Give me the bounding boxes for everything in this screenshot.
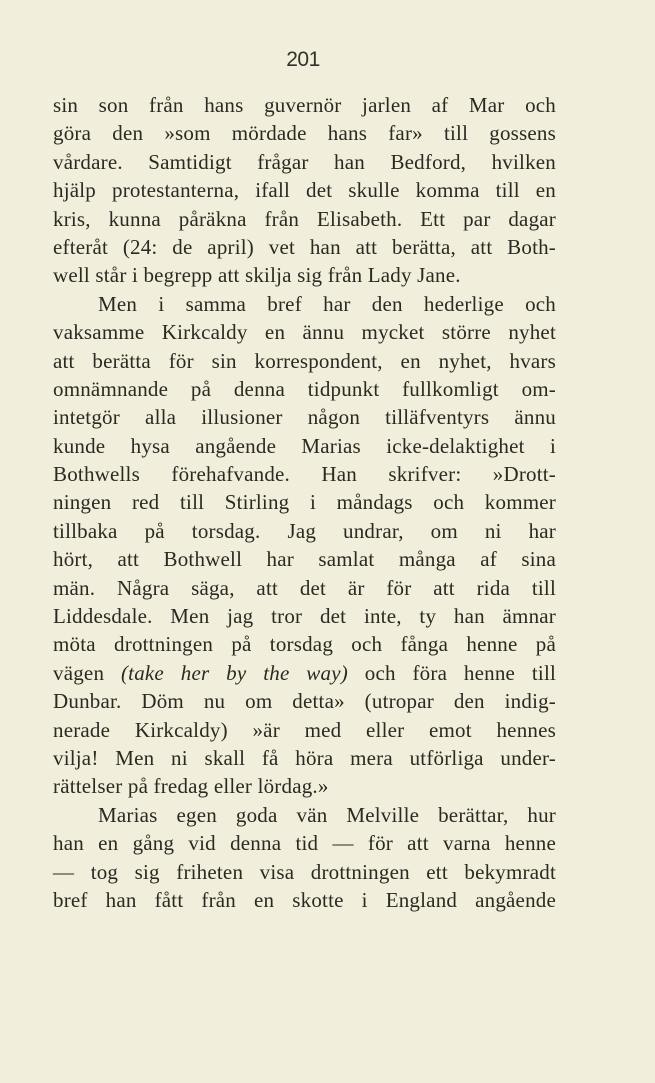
text-line: bref han fått från en skotte i England angående bbox=[53, 887, 556, 912]
text-line: Bothwells förehafvande. Han skrifver: »Drott- bbox=[53, 462, 556, 487]
text-line: att berätta för sin korrespondent, en nyhet, hvars bbox=[53, 348, 556, 373]
text-line: omnämnande på denna tidpunkt fullkomligt om- bbox=[53, 376, 556, 401]
text-line: tillbaka på torsdag. Jag undrar, om ni har bbox=[53, 518, 556, 543]
text-line: möta drottningen på torsdag och fånga henne på bbox=[53, 632, 556, 657]
text-line: män. Några säga, att det är för att rida till bbox=[53, 575, 556, 600]
text-line: intetgör alla illusioner någon tilläfventyrs ännu bbox=[53, 405, 556, 430]
text-line: hört, att Bothwell har samlat många af sina bbox=[53, 547, 556, 572]
text-line: hjälp protestanterna, ifall det skulle komma till en bbox=[53, 178, 556, 203]
text-line: han en gång vid denna tid — för att varna henne bbox=[53, 831, 556, 856]
text-line-with-italic bbox=[53, 659, 556, 687]
text-line: göra den »som mördade hans far» till gossens bbox=[53, 121, 556, 146]
text-line: rättelser på fredag eller lördag.» bbox=[53, 774, 329, 799]
text-line: Liddesdale. Men jag tror det inte, ty han ämnar bbox=[53, 604, 556, 629]
text-line: ningen red till Stirling i måndags och kommer bbox=[53, 490, 556, 515]
text-line: — tog sig friheten visa drottningen ett bekymradt bbox=[53, 859, 556, 884]
text-segment: och föra henne till bbox=[347, 660, 557, 685]
text-line: Dunbar. Döm nu om detta» (utropar den indig- bbox=[53, 689, 556, 714]
text-segment: vägen bbox=[53, 660, 121, 685]
text-line: vilja! Men ni skall få höra mera utförliga under- bbox=[53, 745, 556, 770]
paragraph-start-line: Men i samma bref har den hederlige och bbox=[98, 291, 556, 316]
page-number: 201 bbox=[286, 48, 320, 71]
text-line: kris, kunna påräkna från Elisabeth. Ett par dagar bbox=[53, 206, 556, 231]
text-line: efteråt (24: de april) vet han att berätta, att Both- bbox=[53, 234, 556, 259]
italic-english-phrase: (take her by the way) bbox=[120, 660, 348, 685]
text-line: vårdare. Samtidigt frågar han Bedford, hvilken bbox=[53, 149, 556, 174]
text-line: nerade Kirkcaldy) »är med eller emot hennes bbox=[53, 717, 556, 742]
text-line: kunde hysa angående Marias icke-delaktighet i bbox=[53, 433, 556, 458]
text-line: vaksamme Kirkcaldy en ännu mycket större nyhet bbox=[53, 320, 556, 345]
body-text bbox=[53, 91, 556, 914]
text-line: sin son från hans guvernör jarlen af Mar och bbox=[53, 93, 556, 117]
text-line: well står i begrepp att skilja sig från Lady Jane. bbox=[53, 263, 461, 288]
paragraph-start-line: Marias egen goda vän Melville berättar, hur bbox=[98, 802, 556, 827]
